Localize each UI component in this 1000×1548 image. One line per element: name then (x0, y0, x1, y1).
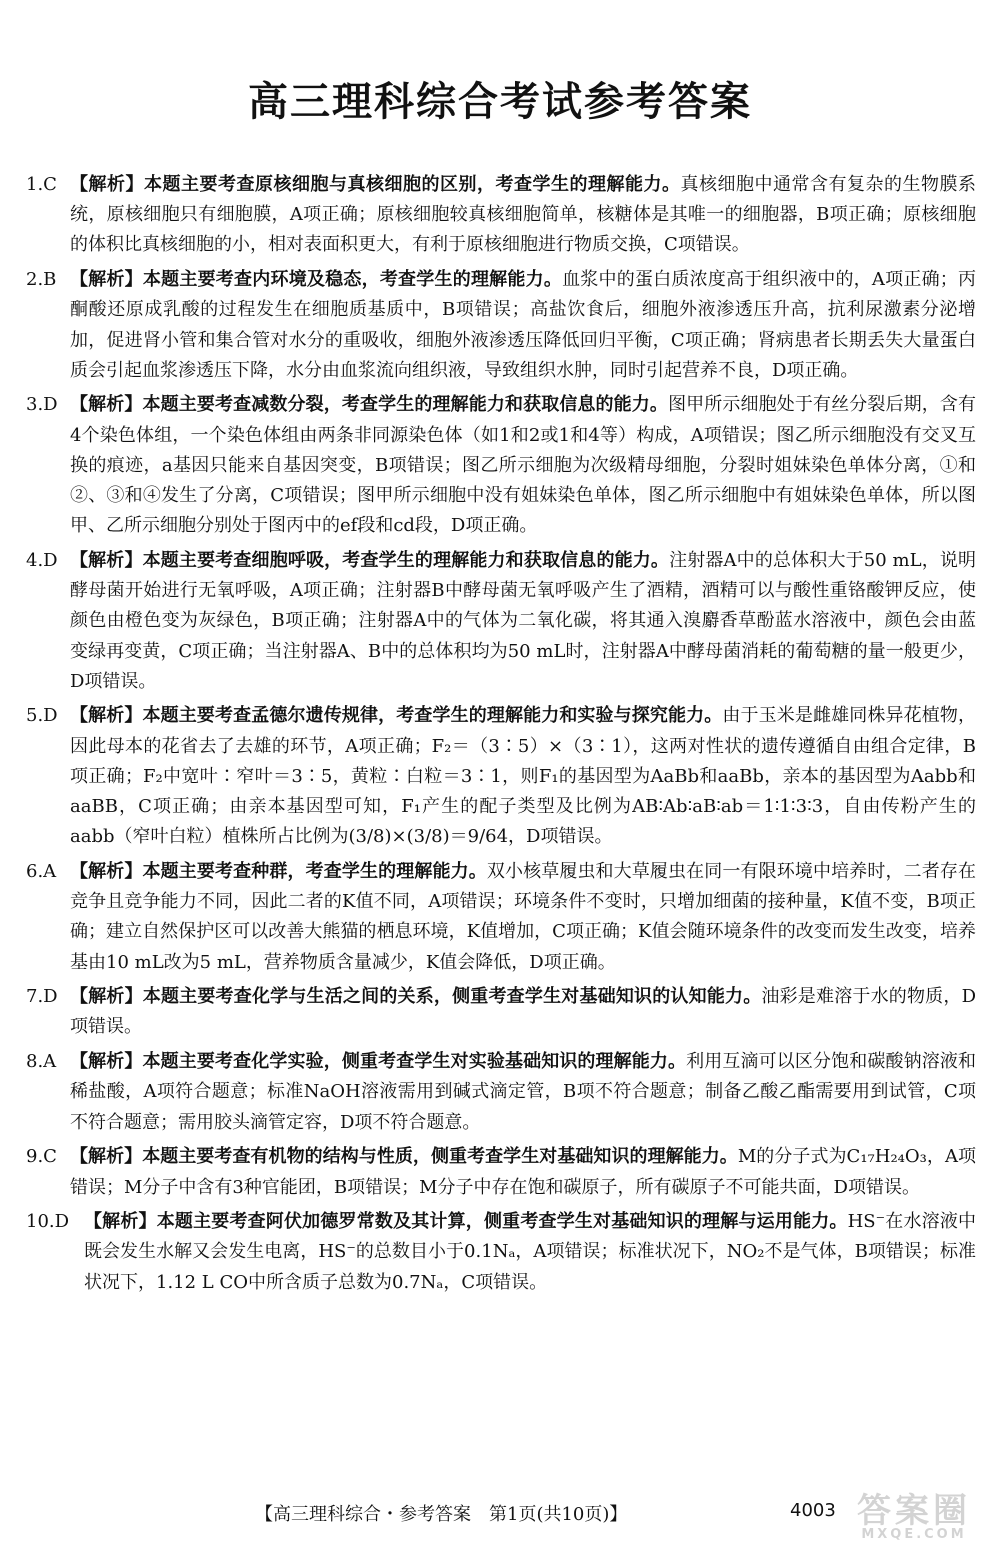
answer-item-2 (26, 265, 976, 386)
question-number: 8.A (26, 1051, 57, 1073)
analysis-body: 利用互滴可以区分饱和碳酸钠溶液和稀盐酸，A项符合题意；标准NaOH溶液需用到碱式滴定管，B项不符合题意；制备乙酸乙酯需要用到试管，C项不符合题意；需用胶头滴管定容，D项不符合题意。 (70, 1051, 977, 1133)
footer-page-info: 【高三理科综合・参考答案 第1页(共10页)】 (255, 1504, 628, 1525)
analysis-summary: 本题主要考查孟德尔遗传规律，考查学生的理解能力和实验与探究能力。 (142, 705, 723, 727)
analysis-body: 图甲所示细胞处于有丝分裂后期，含有4个染色体组，一个染色体组由两条非同源染色体（如1和2或1和4等）构成，A项错误；图乙所示细胞没有交叉互换的痕迹，a基因只能来自基因突变，B项错误；图乙所示细胞为次级精母细胞，分裂时姐妹染色单体分离，①和②、③和④发生了分离，C项错误；图甲所示细胞中没有姐妹染色单体，图乙所示细胞中有姐妹染色单体，所以图甲、乙所示细胞分别处于图丙中的ef段和cd段，D项正确。 (70, 394, 977, 537)
question-number: 2.B (26, 269, 57, 291)
analysis-body: 注射器A中的总体积大于50 mL，说明酵母菌开始进行无氧呼吸，A项正确；注射器B中酵母菌无氧呼吸产生了酒精，酒精可以与酸性重铬酸钾反应，使颜色由橙色变为灰绿色，B项正确；注射器A中的气体为二氧化碳，将其通入溴麝香草酚蓝水溶液中，颜色会由蓝变绿再变黄，C项正确；当注射器A、B中的总体积均为50 mL时，注射器A中酵母菌消耗的葡萄糖的量一般更少，D项错误。 (70, 549, 977, 692)
question-number: 7.D (26, 986, 58, 1008)
question-number: 9.C (26, 1146, 57, 1168)
question-number: 10.D (26, 1211, 70, 1233)
answer-item-4 (26, 546, 976, 697)
analysis-tag: 【解析】 (70, 269, 143, 291)
analysis-tag: 【解析】 (70, 1146, 143, 1168)
analysis-body: M的分子式为C₁₇H₂₄O₃，A项错误；M分子中含有3种官能团，B项错误；M分子中存在饱和碳原子，所有碳原子不可能共面，D项错误。 (70, 1146, 977, 1198)
analysis-tag: 【解析】 (70, 1051, 143, 1073)
analysis-summary: 本题主要考查细胞呼吸，考查学生的理解能力和获取信息的能力。 (142, 549, 670, 571)
analysis-body: 双小核草履虫和大草履虫在同一有限环境中培养时，二者存在竞争且竞争能力不同，因此二者的K值不同，A项错误；环境条件不变时，只增加细菌的接种量，K值不变，B项正确；建立自然保护区可以改善大熊猫的栖息环境，K值增加，C项正确；K值会随环境条件的改变而发生改变，培养基由10 mL改为5 mL，营养物质含量减少，K值会降低，D项正确。 (70, 860, 977, 973)
question-number: 3.D (26, 394, 58, 416)
analysis-tag: 【解析】 (70, 394, 143, 416)
question-number: 5.D (26, 705, 58, 727)
answer-list (26, 170, 976, 1302)
analysis-tag: 【解析】 (70, 986, 143, 1008)
analysis-summary: 本题主要考查有机物的结构与性质，侧重考查学生对基础知识的理解能力。 (142, 1146, 738, 1168)
analysis-body: 血浆中的蛋白质浓度高于组织液中的，A项正确；丙酮酸还原成乳酸的过程发生在细胞质基质中，B项错误；高盐饮食后，细胞外液渗透压升高，抗利尿激素分泌增加，促进肾小管和集合管对水分的重吸收，细胞外液渗透压降低回归平衡，C项正确；肾病患者长期丢失大量蛋白质会引起血浆渗透压下降，水分由血浆流向组织液，导致组织水肿，同时引起营养不良，D项正确。 (70, 269, 977, 381)
footer-code: 4003 (790, 1500, 836, 1521)
answer-item-9 (26, 1142, 976, 1202)
analysis-tag: 【解析】 (70, 174, 144, 195)
watermark-main: 答案圈 (857, 1491, 971, 1531)
question-number: 6.A (26, 860, 57, 882)
analysis-tag: 【解析】 (70, 860, 143, 882)
analysis-body: 真核细胞中通常含有复杂的生物膜系统，原核细胞只有细胞膜，A项正确；原核细胞较真核细胞简单，核糖体是其唯一的细胞器，B项正确；原核细胞的体积比真核细胞的小，相对表面积更大，有利于原核细胞进行物质交换，C项错误。 (70, 174, 976, 256)
analysis-summary: 本题主要考查化学与生活之间的关系，侧重考查学生对基础知识的认知能力。 (142, 986, 762, 1008)
analysis-summary: 本题主要考查内环境及稳态，考查学生的理解能力。 (142, 269, 563, 291)
analysis-body: HS⁻在水溶液中既会发生水解又会发生电离，HS⁻的总数目小于0.1Nₐ，A项错误；标准状况下，NO₂不是气体，B项错误；标准状况下，1.12 L CO中所含质子总数为0.7Nₐ，C项错误。 (84, 1211, 977, 1293)
answer-item-5 (26, 701, 976, 852)
analysis-tag: 【解析】 (70, 705, 143, 727)
analysis-body: 油彩是难溶于水的物质，D项错误。 (70, 986, 976, 1038)
analysis-summary: 本题主要考查阿伏加德罗常数及其计算，侧重考查学生对基础知识的理解与运用能力。 (156, 1211, 848, 1233)
analysis-tag: 【解析】 (84, 1211, 157, 1233)
answer-item-6 (26, 857, 976, 978)
analysis-summary: 本题主要考查原核细胞与真核细胞的区别，考查学生的理解能力。 (144, 174, 681, 195)
question-number: 4.D (26, 549, 58, 571)
answer-item-8 (26, 1047, 976, 1138)
answer-item-1 (26, 170, 976, 261)
analysis-summary: 本题主要考查化学实验，侧重考查学生对实验基础知识的理解能力。 (142, 1051, 687, 1073)
analysis-body: 由于玉米是雌雄同株异花植物，因此母本的花省去了去雄的环节，A项正确；F₂＝（3∶5）×（3∶1），这两对性状的遗传遵循自由组合定律，B项正确；F₂中宽叶∶窄叶＝3∶5，黄粒∶白粒＝3∶1，则F₁的基因型为AaBb和aaBb，亲本的基因型为Aabb和aaBB，C项正确；由亲本基因型可知，F₁产生的配子类型及比例为AB∶Ab∶aB∶ab＝1∶1∶3∶3，自由传粉产生的aabb（窄叶白粒）植株所占比例为(3/8)×(3/8)＝9/64，D项错误。 (70, 705, 977, 848)
analysis-summary: 本题主要考查种群，考查学生的理解能力。 (142, 860, 487, 882)
watermark-sub: MXQE.COM (861, 1527, 967, 1542)
analysis-tag: 【解析】 (70, 549, 143, 571)
answer-item-7 (26, 982, 976, 1042)
question-number: 1.C (26, 174, 57, 195)
analysis-summary: 本题主要考查减数分裂，考查学生的理解能力和获取信息的能力。 (142, 394, 669, 416)
answer-item-3 (26, 390, 976, 541)
answer-item-10 (26, 1207, 976, 1298)
watermark-logo (834, 1491, 994, 1544)
page-title: 高三理科综合考试参考答案 (248, 79, 752, 125)
